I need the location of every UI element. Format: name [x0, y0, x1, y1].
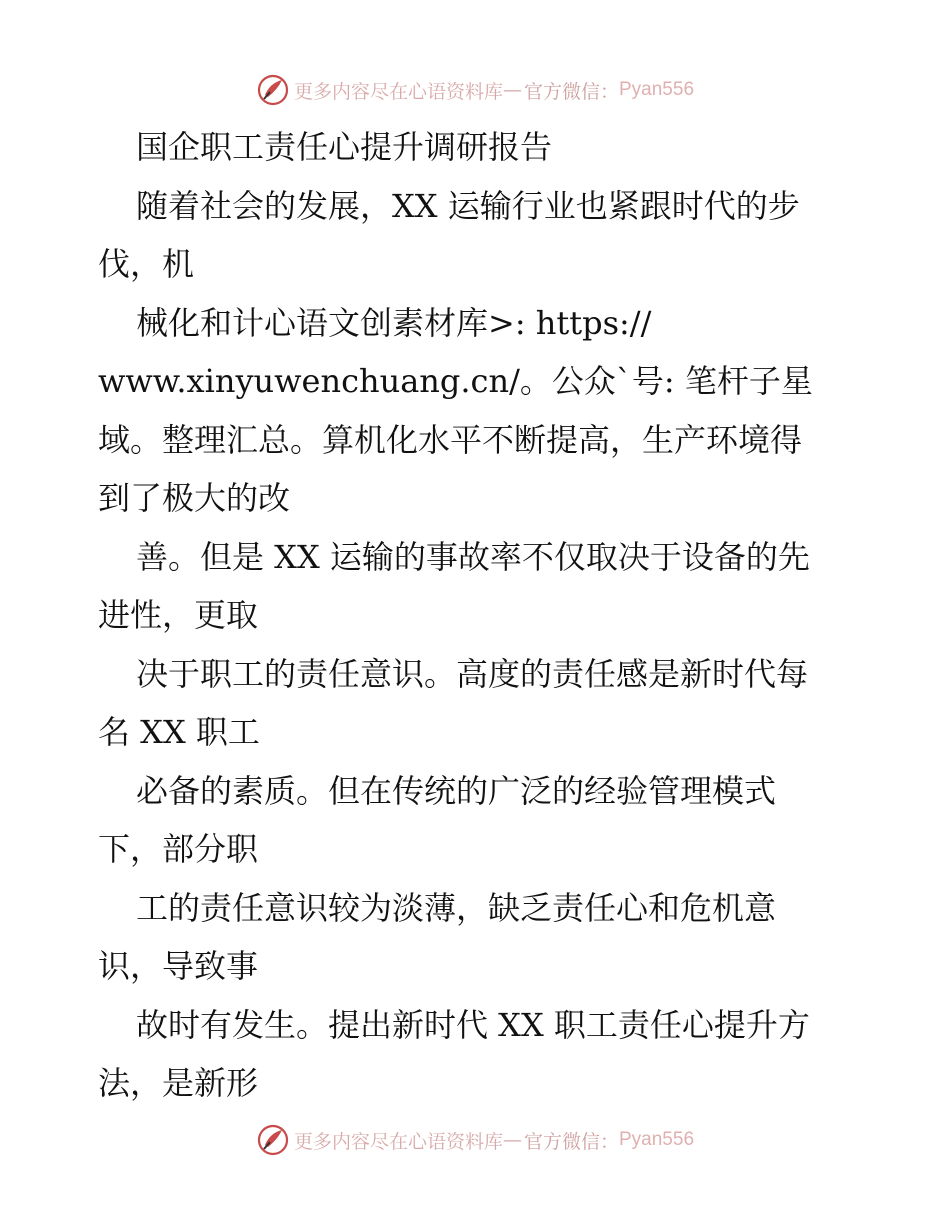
quill-logo-icon — [256, 73, 290, 107]
body-line: 械化和计心语文创素材库>: https:// — [136, 303, 652, 342]
document-title: 国企职工责任心提升调研报告 — [136, 128, 553, 166]
body-line: 名 XX 职工 — [98, 713, 260, 751]
banner-dash: — — [502, 1129, 522, 1151]
body-line: 下，部分职 — [98, 830, 259, 868]
body-line: 域。整理汇总。算机化水平不断提高，生产环境得 — [98, 420, 803, 459]
body-line: 随着社会的发展，XX 运输行业也紧跟时代的步 — [136, 186, 800, 225]
body-line: 识，导致事 — [98, 947, 259, 985]
banner-brand-text: 更多内容尽在心语资料库 — [293, 80, 503, 103]
body-line: 故时有发生。提出新时代 XX 职工责任心提升方 — [136, 1005, 810, 1044]
header-watermark-banner — [0, 70, 950, 110]
body-line: 进性，更取 — [98, 596, 259, 634]
banner-dash: — — [502, 79, 522, 101]
body-line: 伐，机 — [98, 245, 195, 283]
body-line: 法，是新形 — [98, 1064, 259, 1102]
banner-wechat-label: 官方微信： — [523, 1130, 619, 1153]
body-line: 决于职工的责任意识。高度的责任感是新时代每 — [136, 654, 809, 693]
footer-watermark-banner — [0, 1120, 950, 1160]
banner-wechat-label: 官方微信： — [523, 80, 619, 103]
banner-wechat-id: Pyan556 — [619, 1129, 695, 1150]
quill-logo-icon — [256, 1123, 290, 1157]
body-line: 善。但是 XX 运输的事故率不仅取决于设备的先 — [136, 537, 810, 576]
body-line: www.xinyuwenchuang.cn/。公众`号: 笔杆子星 — [98, 362, 813, 400]
body-line: 到了极大的改 — [98, 479, 291, 517]
body-line: 必备的素质。但在传统的广泛的经验管理模式 — [136, 771, 777, 810]
body-line: 工的责任意识较为淡薄，缺乏责任心和危机意 — [136, 888, 777, 927]
banner-wechat-id: Pyan556 — [619, 79, 695, 100]
banner-brand-text: 更多内容尽在心语资料库 — [293, 1130, 503, 1153]
document-body — [98, 118, 858, 1113]
